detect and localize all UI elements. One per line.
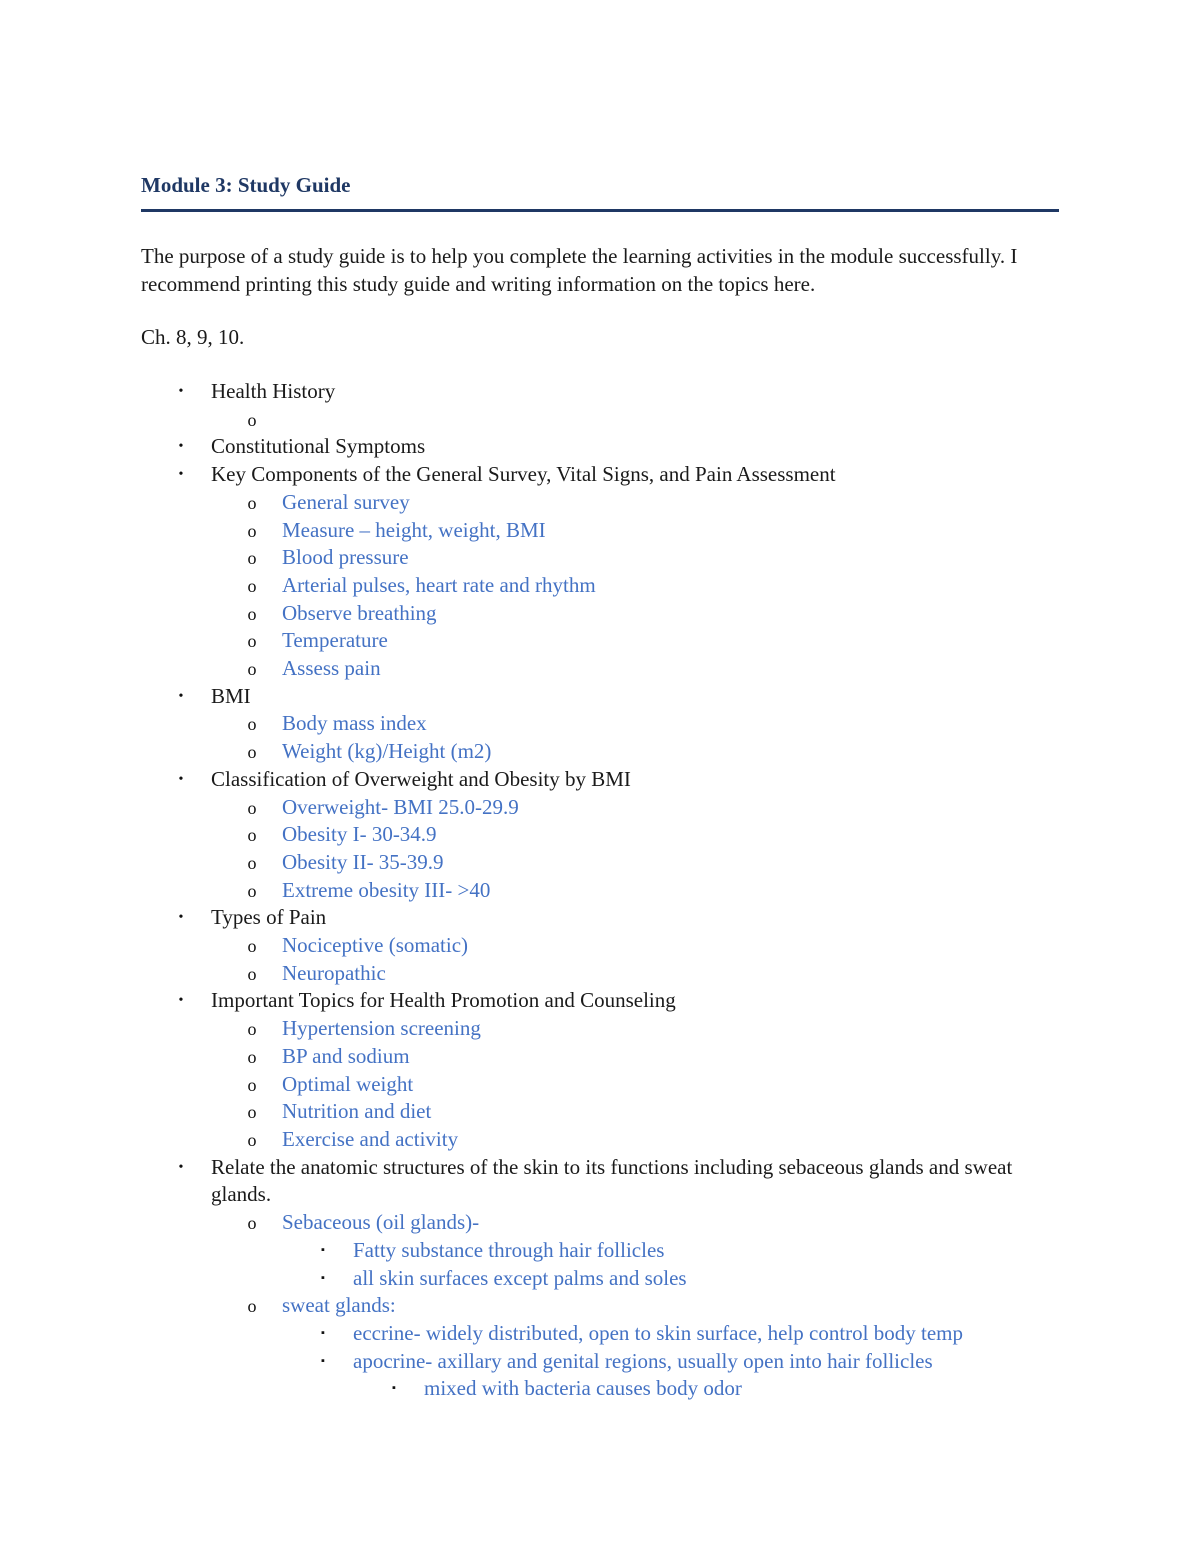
bullet-icon: • xyxy=(178,910,184,926)
subtopic-item xyxy=(247,655,1061,683)
subtopic-item xyxy=(247,489,1061,517)
bullet-icon: • xyxy=(178,467,184,483)
topic-item xyxy=(178,683,1061,766)
topic-item xyxy=(178,1154,1061,1403)
subtopic-item xyxy=(247,627,1061,655)
topic-item xyxy=(178,766,1061,905)
topic-label: Relate the anatomic structures of the skin to its functions including sebaceous glands and sweat glands. xyxy=(211,1154,1013,1207)
topic-label: Classification of Overweight and Obesity by BMI xyxy=(211,766,631,791)
detail-item xyxy=(321,1265,1061,1293)
square-bullet-icon: ▪ xyxy=(392,1382,396,1395)
subtopic-list xyxy=(247,489,1061,683)
circle-bullet-icon: o xyxy=(247,631,257,652)
subtopic-item xyxy=(247,960,1061,988)
note-item xyxy=(392,1375,1061,1403)
circle-bullet-icon: o xyxy=(247,1046,257,1067)
note-list xyxy=(392,1375,1061,1403)
subtopic-label: Weight (kg)/Height (m2) xyxy=(282,739,492,764)
subtopic-list xyxy=(247,1209,1061,1403)
circle-bullet-icon: o xyxy=(247,548,257,569)
subtopic-label: Obesity II- 35-39.9 xyxy=(282,849,444,874)
subtopic-label: Assess pain xyxy=(282,656,381,681)
bullet-icon: • xyxy=(178,993,184,1009)
detail-label: Fatty substance through hair follicles xyxy=(353,1237,665,1262)
subtopic-list xyxy=(247,710,1061,765)
topic-item xyxy=(178,461,1061,683)
subtopic-item xyxy=(247,517,1061,545)
subtopic-label: Nociceptive (somatic) xyxy=(282,933,469,958)
subtopic-item xyxy=(247,821,1061,849)
circle-bullet-icon: o xyxy=(247,409,257,430)
topic-label: Constitutional Symptoms xyxy=(211,434,426,459)
subtopic-label: Neuropathic xyxy=(282,960,386,985)
topic-label: Key Components of the General Survey, Vital Signs, and Pain Assessment xyxy=(211,462,836,487)
subtopic-label: General survey xyxy=(282,489,410,514)
square-bullet-icon: ▪ xyxy=(321,1326,325,1339)
circle-bullet-icon: o xyxy=(247,659,257,680)
subtopic-list xyxy=(247,932,1061,987)
detail-item xyxy=(321,1237,1061,1265)
intro-paragraph: The purpose of a study guide is to help you complete the learning activities in the module successfully. I recommend printing this study guide and writing information on the topics here. xyxy=(141,244,1018,296)
subtopic-item xyxy=(247,544,1061,572)
square-bullet-icon: ▪ xyxy=(321,1354,325,1367)
topic-label: BMI xyxy=(211,683,251,708)
subtopic-label: Extreme obesity III- >40 xyxy=(282,877,491,902)
circle-bullet-icon: o xyxy=(247,936,257,957)
circle-bullet-icon: o xyxy=(247,963,257,984)
subtopic-item xyxy=(247,600,1061,628)
detail-item xyxy=(321,1320,1061,1348)
subtopic-label: Blood pressure xyxy=(282,545,409,570)
topic-outline xyxy=(178,378,1061,1403)
subtopic-label: Hypertension screening xyxy=(282,1016,481,1041)
subtopic-label: Optimal weight xyxy=(282,1071,414,1096)
subtopic-label: Obesity I- 30-34.9 xyxy=(282,822,437,847)
subtopic-label: Body mass index xyxy=(282,711,427,736)
circle-bullet-icon: o xyxy=(247,1296,257,1317)
circle-bullet-icon: o xyxy=(247,1213,257,1234)
bullet-icon: • xyxy=(178,771,184,787)
subtopic-item xyxy=(247,572,1061,600)
note-label: mixed with bacteria causes body odor xyxy=(424,1376,742,1401)
bullet-icon: • xyxy=(178,384,184,399)
subtopic-label: Observe breathing xyxy=(282,600,437,625)
topic-label: Important Topics for Health Promotion and Counseling xyxy=(211,988,676,1013)
subtopic-label: Exercise and activity xyxy=(282,1126,459,1151)
detail-label: eccrine- widely distributed, open to skin surface, help control body temp xyxy=(353,1320,963,1345)
subtopic-list xyxy=(247,1015,1061,1154)
bullet-icon: • xyxy=(178,1159,184,1175)
subtopic-item xyxy=(247,1071,1061,1099)
topic-label: Types of Pain xyxy=(211,905,327,930)
detail-label: apocrine- axillary and genital regions, usually open into hair follicles xyxy=(353,1348,933,1373)
circle-bullet-icon: o xyxy=(247,520,257,541)
subtopic-label: Sebaceous (oil glands)- xyxy=(282,1210,480,1235)
subtopic-item xyxy=(247,406,1061,434)
subtopic-item xyxy=(247,849,1061,877)
circle-bullet-icon: o xyxy=(247,1129,257,1150)
subtopic-item xyxy=(247,738,1061,766)
subtopic-item xyxy=(247,794,1061,822)
subtopic-item xyxy=(247,1043,1061,1071)
circle-bullet-icon: o xyxy=(247,1019,257,1040)
circle-bullet-icon: o xyxy=(247,1074,257,1095)
subtopic-list xyxy=(247,406,1061,434)
square-bullet-icon: ▪ xyxy=(321,1243,325,1256)
subtopic-item xyxy=(247,1292,1061,1403)
bullet-icon: • xyxy=(178,439,184,455)
circle-bullet-icon: o xyxy=(247,852,257,873)
subtopic-label: Arterial pulses, heart rate and rhythm xyxy=(282,572,596,597)
circle-bullet-icon: o xyxy=(247,575,257,596)
circle-bullet-icon: o xyxy=(247,742,257,763)
circle-bullet-icon: o xyxy=(247,797,257,818)
subtopic-item xyxy=(247,877,1061,905)
detail-list xyxy=(321,1237,1061,1292)
circle-bullet-icon: o xyxy=(247,492,257,513)
subtopic-label: BP and sodium xyxy=(282,1043,410,1068)
bullet-icon: • xyxy=(178,688,184,704)
subtopic-item xyxy=(247,1209,1061,1292)
topic-label: Health History xyxy=(211,379,336,403)
topic-item xyxy=(178,904,1061,987)
circle-bullet-icon: o xyxy=(247,880,257,901)
circle-bullet-icon: o xyxy=(247,714,257,735)
topic-item xyxy=(178,378,1061,433)
subtopic-label: Overweight- BMI 25.0-29.9 xyxy=(282,794,519,819)
topic-item xyxy=(178,987,1061,1153)
subtopic-item xyxy=(247,710,1061,738)
detail-list xyxy=(321,1320,1061,1403)
circle-bullet-icon: o xyxy=(247,603,257,624)
subtopic-label: Measure – height, weight, BMI xyxy=(282,517,546,542)
subtopic-item xyxy=(247,1015,1061,1043)
subtopic-item xyxy=(247,932,1061,960)
circle-bullet-icon: o xyxy=(247,1102,257,1123)
page-title: Module 3: Study Guide xyxy=(141,173,351,197)
subtopic-item xyxy=(247,1098,1061,1126)
subtopic-label xyxy=(282,407,287,431)
subtopic-item xyxy=(247,1126,1061,1154)
detail-label: all skin surfaces except palms and soles xyxy=(353,1265,687,1290)
chapters-line: Ch. 8, 9, 10. xyxy=(141,325,245,349)
topic-item xyxy=(178,433,1061,461)
subtopic-label: Temperature xyxy=(282,628,388,653)
title-divider xyxy=(141,209,1059,212)
detail-item xyxy=(321,1348,1061,1403)
subtopic-list xyxy=(247,794,1061,905)
circle-bullet-icon: o xyxy=(247,825,257,846)
square-bullet-icon: ▪ xyxy=(321,1271,325,1284)
subtopic-label: Nutrition and diet xyxy=(282,1099,432,1124)
subtopic-label: sweat glands: xyxy=(282,1293,396,1318)
